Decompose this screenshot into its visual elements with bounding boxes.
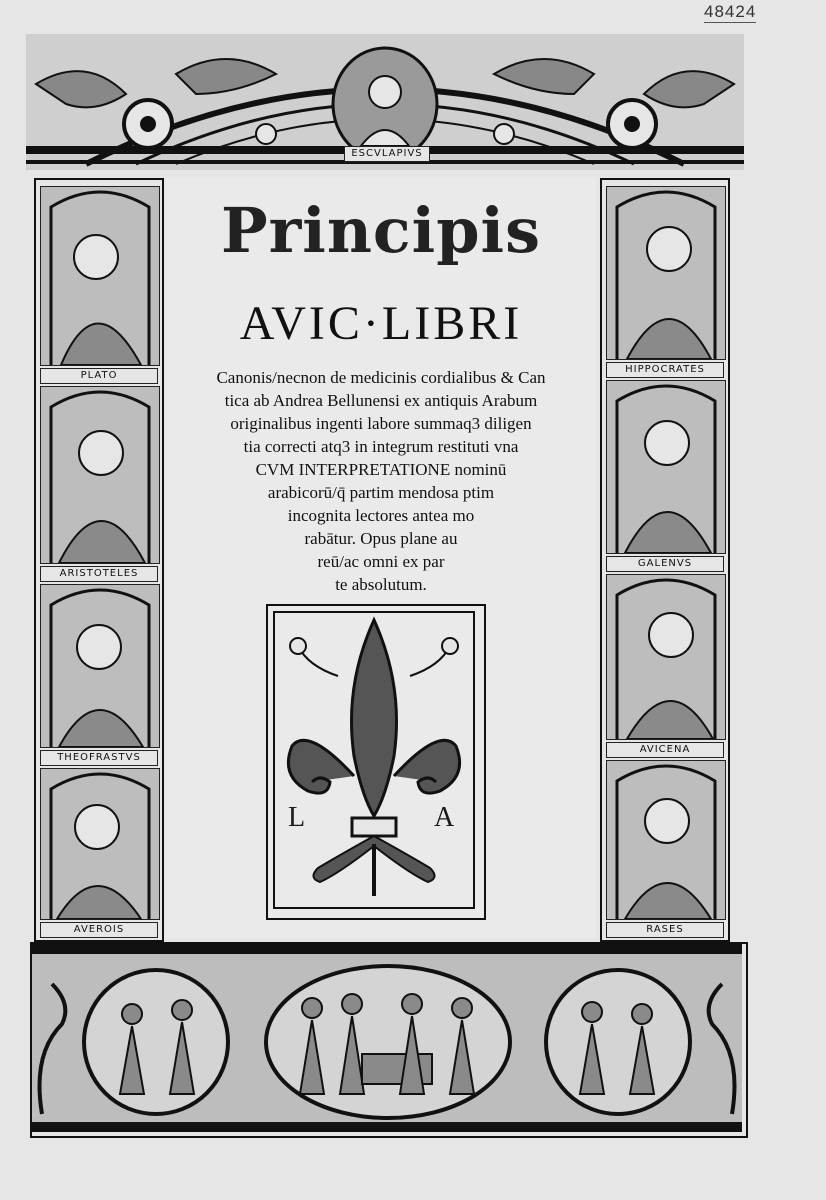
title-subtitle: AVIC·LIBRI <box>239 297 523 350</box>
top-woodcut-arch <box>26 34 744 170</box>
fleur-de-lis-icon <box>268 606 480 914</box>
caption-plato: PLATO <box>40 368 158 384</box>
left-portrait-column <box>34 178 164 942</box>
portrait-rases-icon <box>606 760 726 920</box>
title-line: originalibus ingenti labore summaq3 diligen <box>230 414 532 433</box>
portrait-galenus-icon <box>606 380 726 554</box>
title-main: Principis <box>220 194 542 267</box>
shelfmark-number: 48424 <box>704 2 757 21</box>
caption-avicena: AVICENA <box>606 742 724 758</box>
title-line: tica ab Andrea Bellunensi ex antiquis Arabum <box>224 391 538 410</box>
title-line: arabicorū/q̄ partim mendosa ptim <box>267 483 495 502</box>
title-line: CVM INTERPRETATIONE nominū <box>255 460 507 479</box>
title-line: reū/ac omni ex par <box>317 552 445 571</box>
portrait-plato-icon <box>40 186 160 366</box>
title-line: te absolutum. <box>335 575 427 594</box>
caption-averois: AVEROIS <box>40 922 158 938</box>
caption-rases: RASES <box>606 922 724 938</box>
portrait-aristoteles-icon <box>40 386 160 564</box>
portrait-hippocrates-icon <box>606 186 726 360</box>
caption-galenus: GALENVS <box>606 556 724 572</box>
top-caption: ESCVLAPIVS <box>344 146 430 162</box>
portrait-avicena-icon <box>606 574 726 740</box>
title-line: tia correcti atq3 in integrum restituti vna <box>243 437 519 456</box>
caption-theofrastus: THEOFRASTVS <box>40 750 158 766</box>
portrait-theofrastus-icon <box>40 584 160 748</box>
portrait-averois-icon <box>40 768 160 920</box>
title-line: rabātur. Opus plane au <box>304 529 458 548</box>
title-line: incognita lectores antea mo <box>287 506 475 525</box>
printer-mark <box>266 604 486 920</box>
mark-initial-right: A <box>434 802 455 833</box>
right-portrait-column <box>600 178 730 942</box>
mark-initial-left: L <box>288 802 306 833</box>
caption-hippocrates: HIPPOCRATES <box>606 362 724 378</box>
bottom-woodcut-scenes <box>30 942 748 1138</box>
medical-scenes-icon <box>32 944 742 1132</box>
caption-aristoteles: ARISTOTELES <box>40 566 158 582</box>
title-line: Canonis/necnon de medicinis cordialibus & Can <box>216 368 546 387</box>
